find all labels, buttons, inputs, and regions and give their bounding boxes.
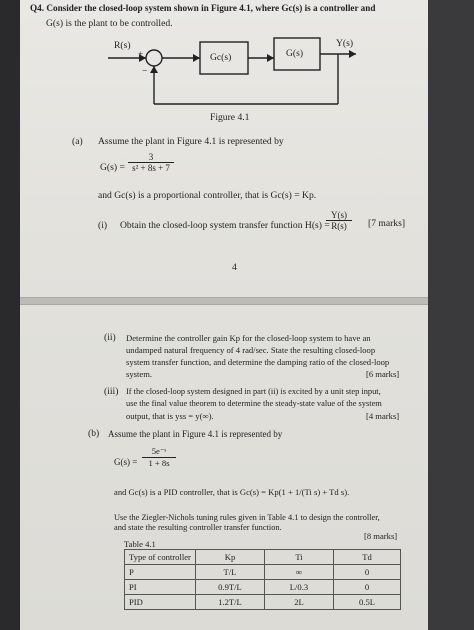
part-b-marks: [8 marks]	[364, 531, 398, 541]
header-type: Type of controller	[125, 550, 196, 565]
q4-line2: G(s) is the plant to be controlled.	[46, 18, 173, 29]
part-a-label: (a)	[72, 136, 83, 147]
plant-arrowhead	[267, 54, 274, 62]
plant-b-numerator: 5e⁻ˢ	[142, 446, 176, 458]
table-row	[125, 580, 401, 595]
part-iii-line2: use the final value theorem to determine the steady-state value of the system	[126, 399, 382, 408]
output-label: Y(s)	[336, 38, 354, 49]
header-kp: Kp	[196, 550, 265, 565]
feedback-arrowhead	[150, 66, 158, 73]
cell-td: 0	[334, 565, 401, 580]
plant-numerator: 3	[128, 152, 174, 163]
cell-td: 0.5L	[334, 595, 401, 610]
part-iii-marks: [4 marks]	[366, 411, 400, 421]
part-a-text: Assume the plant in Figure 4.1 is represented by	[98, 136, 284, 147]
controller-text: and Gc(s) is a proportional controller, that is Gc(s) = Kp.	[98, 190, 317, 201]
plant-b-denominator: 1 + 8s	[148, 458, 170, 468]
table-row	[125, 565, 401, 580]
part-ii-line2: undamped natural frequency of 4 rad/sec. State the resulting closed-loop	[126, 345, 376, 355]
cell-ti: 2L	[265, 595, 334, 610]
cell-kp: 1.2T/L	[196, 595, 265, 610]
transfer-denominator: R(s)	[331, 221, 347, 231]
part-iii-line3: output, that is yss = y(∞).	[126, 411, 214, 421]
part-ii-line4: system.	[126, 369, 153, 379]
table-row	[125, 595, 401, 610]
transfer-numerator: Y(s)	[326, 210, 352, 221]
part-i-text: Obtain the closed-loop system transfer function H(s) =	[120, 220, 330, 231]
part-b-text: Assume the plant in Figure 4.1 is represented by	[108, 429, 283, 439]
part-ii-marks: [6 marks]	[366, 369, 400, 379]
part-iii-label: (iii)	[104, 386, 119, 397]
part-i-marks: [7 marks]	[368, 218, 406, 229]
part-ii-line1: Determine the controller gain Kp for the closed-loop system to have an	[126, 333, 371, 343]
q4-line1: Q4. Consider the closed-loop system shown in Figure 4.1, where Gc(s) is a controller and	[30, 3, 376, 13]
plant-b-fraction	[142, 446, 176, 468]
table-header-row	[125, 550, 401, 565]
header-td: Td	[334, 550, 401, 565]
controller-label: Gc(s)	[210, 52, 232, 63]
minus-sign: −	[142, 66, 148, 77]
plus-sign: +	[138, 49, 144, 59]
cell-ti: ∞	[265, 565, 334, 580]
pid-text: and Gc(s) is a PID controller, that is Gc(s) = Kp(1 + 1/(Ti s) + Td s).	[114, 487, 350, 497]
output-arrowhead	[349, 50, 356, 58]
cell-type: PI	[125, 580, 196, 595]
plant-label: G(s)	[286, 48, 304, 59]
cell-ti: L/0.3	[265, 580, 334, 595]
summing-junction	[146, 50, 162, 66]
part-i-label: (i)	[98, 220, 108, 231]
plant-eq-lhs: G(s) =	[100, 162, 125, 173]
plant-b-lhs: G(s) =	[114, 457, 138, 467]
part-ii-line3: system transfer function, and determine the damping ratio of the closed-loop	[126, 357, 390, 367]
table-caption: Table 4.1	[124, 539, 156, 549]
cell-kp: 0.9T/L	[196, 580, 265, 595]
plant-fraction	[128, 152, 174, 173]
input-label: R(s)	[114, 40, 131, 51]
header-ti: Ti	[265, 550, 334, 565]
ziegler-nichols-table	[124, 549, 401, 610]
cell-kp: T/L	[196, 565, 265, 580]
transfer-fraction	[326, 210, 352, 231]
cell-td: 0	[334, 580, 401, 595]
plant-denominator: s² + 8s + 7	[132, 163, 170, 173]
zn-line2: and state the resulting controller transfer function.	[114, 523, 282, 532]
cell-type: PID	[125, 595, 196, 610]
controller-arrowhead	[193, 54, 200, 62]
zn-line1: Use the Ziegler-Nichols tuning rules given in Table 4.1 to design the controller,	[114, 513, 380, 522]
figure-caption: Figure 4.1	[210, 112, 250, 123]
part-b-label: (b)	[88, 428, 100, 439]
block-diagram	[0, 0, 474, 120]
page-break	[20, 297, 428, 305]
page-number: 4	[232, 262, 237, 273]
part-ii-label: (ii)	[104, 332, 116, 343]
cell-type: P	[125, 565, 196, 580]
part-iii-line1: If the closed-loop system designed in part (ii) is excited by a unit step input,	[126, 387, 381, 396]
